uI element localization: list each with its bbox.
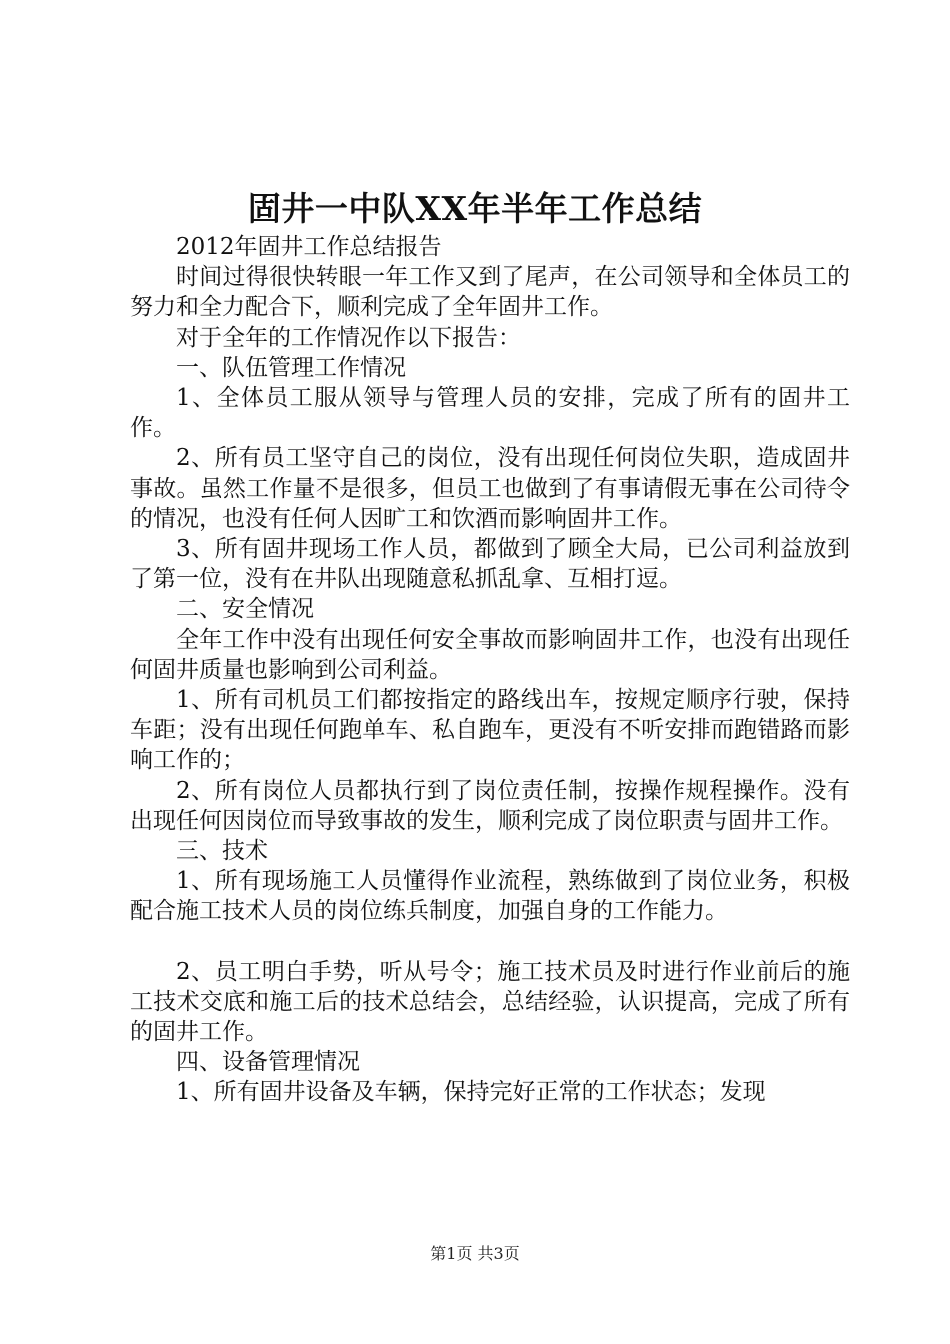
- report-lead-in: 对于全年的工作情况作以下报告：: [176, 324, 521, 351]
- technology-item-1: 1、所有现场施工人员懂得作业流程，熟练做到了岗位业务，积极配合施工技术人员的岗位练兵制度，加强自身的工作能力。: [130, 868, 850, 925]
- intro-paragraph: 时间过得很快转眼一年工作又到了尾声，在公司领导和全体员工的努力和全力配合下，顺利完成了全年固井工作。: [130, 264, 850, 321]
- blank-line: [130, 927, 850, 957]
- section-heading-technology: 三、技术: [176, 838, 268, 865]
- section-heading-safety: 二、安全情况: [176, 596, 314, 623]
- team-item-2: 2、所有员工坚守自己的岗位，没有出现任何岗位失职，造成固井事故。虽然工作量不是很多，但员工也做到了有事请假无事在公司待令的情况，也没有任何人因旷工和饮酒而影响固井工作。: [130, 445, 850, 532]
- safety-item-2: 2、所有岗位人员都执行到了岗位责任制，按操作规程操作。没有出现任何因岗位而导致事故的发生，顺利完成了岗位职责与固井工作。: [130, 777, 850, 834]
- equipment-item-1: 1、所有固井设备及车辆，保持完好正常的工作状态；发现: [176, 1079, 766, 1106]
- safety-summary: 全年工作中没有出现任何安全事故而影响固井工作，也没有出现任何固井质量也影响到公司利益。: [130, 626, 850, 683]
- section-heading-team-management: 一、队伍管理工作情况: [176, 354, 406, 381]
- safety-item-1: 1、所有司机员工们都按指定的路线出车，按规定顺序行驶，保持车距；没有出现任何跑单车、私自跑车，更没有不听安排而跑错路而影响工作的；: [130, 687, 850, 774]
- team-item-1: 1、全体员工服从领导与管理人员的安排，完成了所有的固井工作。: [130, 385, 850, 442]
- document-body: [130, 232, 850, 1108]
- team-item-3: 3、所有固井现场工作人员，都做到了顾全大局，已公司利益放到了第一位，没有在井队出现随意私抓乱拿、互相打逗。: [130, 536, 850, 593]
- technology-item-2: 2、员工明白手势，听从号令；施工技术员及时进行作业前后的施工技术交底和施工后的技术总结会，总结经验，认识提高，完成了所有的固井工作。: [130, 958, 850, 1046]
- document-title: 固井一中队XX年半年工作总结: [247, 189, 703, 228]
- report-heading: 2012年固井工作总结报告: [176, 234, 442, 260]
- page-footer: 第1页 共3页: [430, 1244, 520, 1263]
- section-heading-equipment: 四、设备管理情况: [176, 1049, 360, 1076]
